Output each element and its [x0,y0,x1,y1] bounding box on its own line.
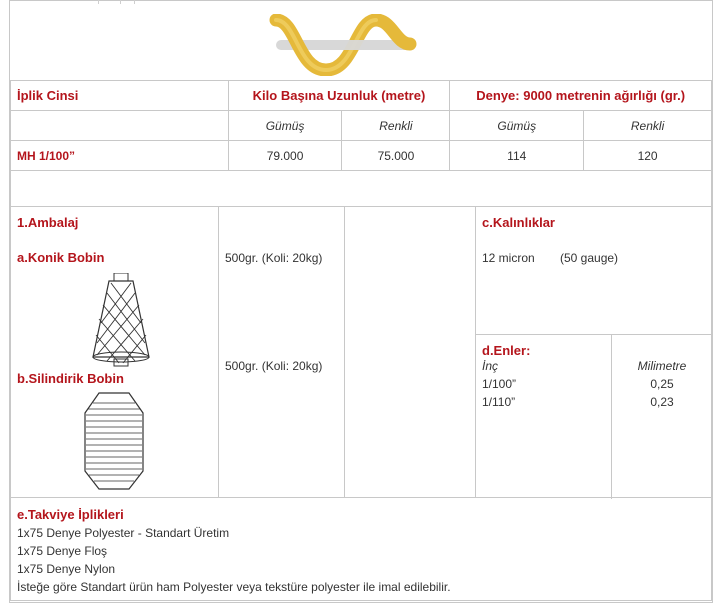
reinforcement-line-2: 1x75 Denye Floş [17,544,108,558]
packaging-section [10,206,712,498]
mm-header: Milimetre [637,359,687,373]
packaging-title: 1.Ambalaj [17,215,79,230]
conical-bobbin-label: a.Konik Bobin [17,250,105,265]
width-mm-2: 0,23 [650,395,674,409]
length-per-kilo-header: Kilo Başına Uzunluk (metre) [228,81,450,111]
inch-header: İnç [482,359,499,373]
reinforcement-title: e.Takviye İplikleri [17,507,124,522]
spacer-row [10,170,712,206]
width-inch-2: 1/110” [482,395,516,409]
denier-colored-value: 120 [584,141,712,171]
thickness-value: 12 micron [482,251,535,265]
widths-mm-cell [612,335,712,499]
conical-bobbin-spec: 500gr. (Koli: 20kg) [225,251,323,265]
packaging-label-column [11,207,219,497]
table-row [11,141,712,171]
sub-label-colored-denier: Renkli [584,111,712,141]
thickness-cell [476,207,712,335]
sub-label-silver-denier: Gümüş [450,111,584,141]
yarn-wave-logo [268,14,418,76]
reinforcement-line-3: 1x75 Denye Nylon [17,562,116,576]
thickness-title: c.Kalınlıklar [482,215,555,230]
table-subheader-row [11,111,712,141]
length-colored-value: 75.000 [342,141,450,171]
thickness-gauge: (50 gauge) [560,251,619,265]
cylindrical-bobbin-spec: 500gr. (Koli: 20kg) [225,359,323,373]
denier-header: Denye: 9000 metrenin ağırlığı (gr.) [450,81,712,111]
empty-column [345,207,476,497]
yarn-name: MH 1/100” [11,141,229,171]
reinforcement-section [10,497,712,601]
reinforcement-note: İsteğe göre Standart ürün ham Polyester veya tekstüre polyester ile imal edilebilir. [17,580,451,594]
yarn-type-header: İplik Cinsi [11,81,229,111]
empty-cell [11,111,229,141]
width-inch-1: 1/100” [482,377,517,391]
cylindrical-bobbin-illustration [79,391,149,496]
reinforcement-line-1: 1x75 Denye Polyester - Standart Üretim [17,526,230,540]
sub-label-colored-length: Renkli [342,111,450,141]
denier-silver-value: 114 [450,141,584,171]
width-mm-1: 0,25 [650,377,674,391]
widths-inch-cell [476,335,612,499]
sub-label-silver-length: Gümüş [228,111,342,141]
conical-bobbin-illustration [87,273,155,370]
cylindrical-bobbin-label: b.Silindirik Bobin [17,371,124,386]
packaging-spec-column [219,207,345,497]
length-silver-value: 79.000 [228,141,342,171]
top-divider-ticks [90,0,150,4]
yarn-spec-table [10,80,712,171]
widths-title: d.Enler: [482,343,531,358]
table-header-row [11,81,712,111]
